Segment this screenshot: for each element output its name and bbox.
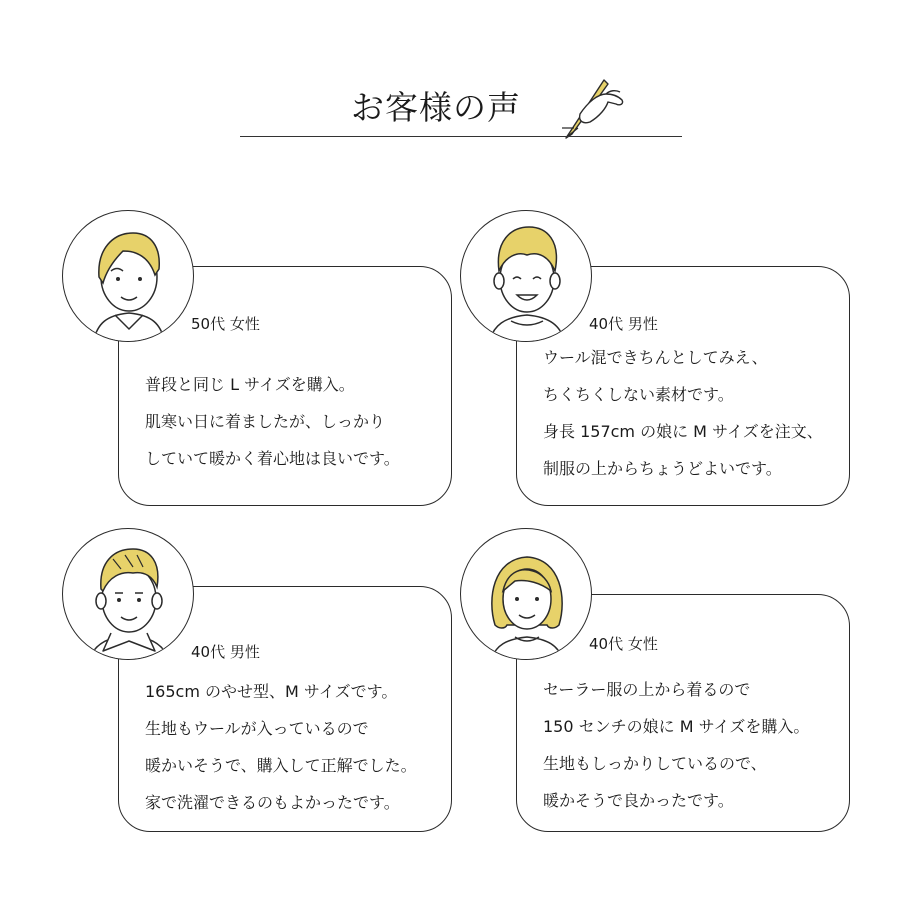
- page-title: [0, 82, 900, 129]
- testimonial-line: 生地もウールが入っているので: [145, 719, 369, 738]
- testimonial-line: していて暖かく着心地は良いです。: [145, 449, 400, 468]
- testimonial-line: 身長 157cm の娘に M サイズを注文、: [543, 422, 823, 441]
- testimonial-line: ウール混できちんとしてみえ、: [543, 348, 768, 367]
- testimonial-text: [145, 673, 417, 821]
- testimonial-label: 40代 男性: [191, 643, 260, 661]
- smiling-man-icon: [461, 211, 592, 342]
- testimonial-line: 家で洗濯できるのもよかったです。: [145, 793, 400, 812]
- testimonial-line: 暖かいそうで、購入して正解でした。: [145, 756, 417, 775]
- testimonial-line: ちくちくしない素材です。: [543, 385, 734, 404]
- woman-long-hair-icon: [461, 529, 592, 660]
- avatar-woman-long-hair: [460, 528, 592, 660]
- avatar-man-collar-shirt: [62, 528, 194, 660]
- testimonial-line: 制服の上からちょうどよいです。: [543, 459, 782, 478]
- testimonial-label: 40代 女性: [589, 635, 658, 653]
- testimonial-text: [145, 366, 400, 477]
- testimonial-line: 150 センチの娘に M サイズを購入。: [543, 717, 810, 736]
- testimonial-label: 50代 女性: [191, 315, 260, 333]
- man-collar-shirt-icon: [63, 529, 194, 660]
- writing-hand-icon: [560, 76, 630, 140]
- testimonial-line: 暖かそうで良かったです。: [543, 791, 734, 810]
- page-title-text: お客様の声: [351, 88, 521, 127]
- testimonial-label: 40代 男性: [589, 315, 658, 333]
- woman-short-hair-icon: [63, 211, 194, 342]
- testimonial-text: [543, 671, 809, 819]
- testimonial-text: [543, 339, 823, 487]
- avatar-smiling-man: [460, 210, 592, 342]
- testimonial-line: 普段と同じ L サイズを購入。: [145, 375, 355, 394]
- avatar-woman-short-hair: [62, 210, 194, 342]
- testimonial-line: 165cm のやせ型、M サイズです。: [145, 682, 398, 701]
- testimonial-line: 生地もしっかりしているので、: [543, 754, 767, 773]
- testimonial-line: 肌寒い日に着ましたが、しっかり: [145, 412, 386, 431]
- title-underline: [240, 136, 682, 137]
- testimonial-line: セーラー服の上から着るので: [543, 680, 751, 699]
